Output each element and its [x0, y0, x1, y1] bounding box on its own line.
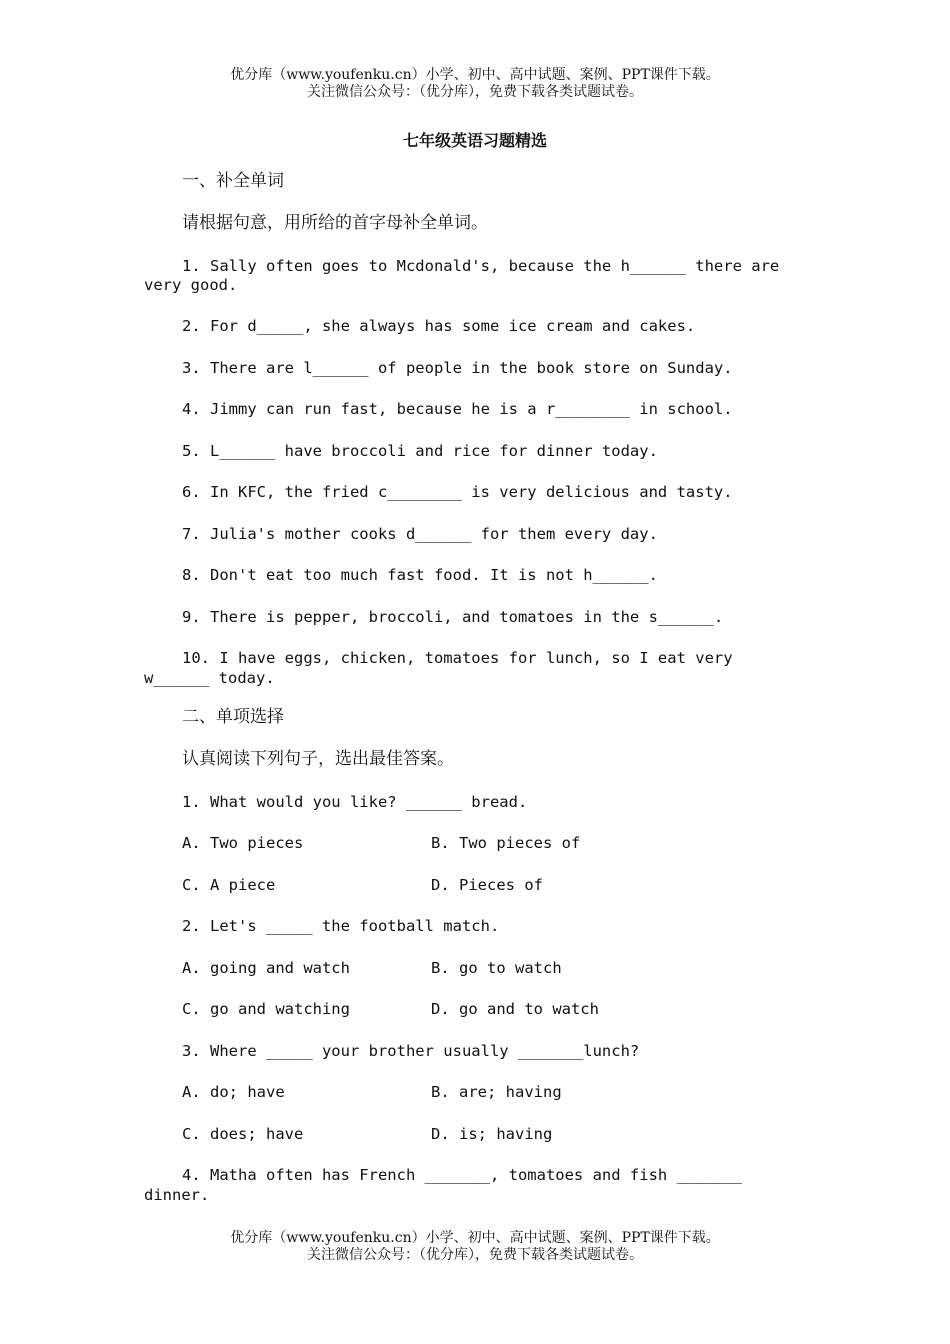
fill-question-3: 3. There are l______ of people in the book store on Sunday. — [182, 359, 733, 377]
section1-heading: 一、补全单词 — [182, 171, 284, 191]
choice-3-option-b: B. are; having — [431, 1083, 562, 1101]
fill-question-5: 5. L______ have broccoli and rice for dinner today. — [182, 442, 658, 460]
fill-question-9: 9. There is pepper, broccoli, and tomatoes in the s______. — [182, 608, 724, 626]
choice-3-option-d: D. is; having — [431, 1125, 553, 1143]
fill-question-4: 4. Jimmy can run fast, because he is a r________ in school. — [182, 400, 733, 418]
choice-2-option-c: C. go and watching — [182, 1000, 350, 1018]
fill-question-1: 1. Sally often goes to Mcdonald's, because the h______ there are — [182, 257, 780, 275]
section2-heading: 二、单项选择 — [182, 707, 284, 727]
footer-line-1: 优分库（www.youfenku.cn）小学、初中、高中试题、案例、PPT课件下载。 — [230, 1230, 720, 1246]
page-header — [0, 67, 950, 101]
section1-instruction: 请根据句意，用所给的首字母补全单词。 — [182, 213, 488, 233]
choice-3-option-c: C. does; have — [182, 1125, 304, 1143]
choice-question-1: 1. What would you like? ______ bread. — [182, 793, 528, 811]
footer-line-2: 关注微信公众号：（优分库），免费下载各类试题试卷。 — [307, 1247, 643, 1263]
section2-instruction: 认真阅读下列句子，选出最佳答案。 — [182, 749, 454, 769]
choice-2-option-a: A. going and watch — [182, 959, 350, 977]
choice-1-option-a: A. Two pieces — [182, 834, 304, 852]
document-title: 七年级英语习题精选 — [402, 131, 547, 150]
choice-1-option-c: C. A piece — [182, 876, 276, 894]
header-line-2: 关注微信公众号：（优分库），免费下载各类试题试卷。 — [307, 84, 643, 100]
choice-question-3: 3. Where _____ your brother usually _______lunch? — [182, 1042, 640, 1060]
fill-question-10: 10. I have eggs, chicken, tomatoes for lunch, so I eat very — [182, 649, 733, 667]
fill-question-6: 6. In KFC, the fried c________ is very delicious and tasty. — [182, 483, 733, 501]
choice-3-option-a: A. do; have — [182, 1083, 285, 1101]
choice-2-option-d: D. go and to watch — [431, 1000, 599, 1018]
choice-1-option-b: B. Two pieces of — [431, 834, 581, 852]
choice-question-4-cont: dinner. — [144, 1186, 210, 1204]
fill-question-8: 8. Don't eat too much fast food. It is not h______. — [182, 566, 658, 584]
header-line-1: 优分库（www.youfenku.cn）小学、初中、高中试题、案例、PPT课件下载。 — [230, 67, 720, 83]
choice-question-2: 2. Let's _____ the football match. — [182, 917, 500, 935]
choice-2-option-b: B. go to watch — [431, 959, 562, 977]
page-footer — [0, 1230, 950, 1264]
fill-question-10-cont: w______ today. — [144, 669, 275, 687]
fill-question-7: 7. Julia's mother cooks d______ for them every day. — [182, 525, 658, 543]
fill-question-2: 2. For d_____, she always has some ice cream and cakes. — [182, 317, 696, 335]
fill-question-1-cont: very good. — [144, 276, 238, 294]
choice-1-option-d: D. Pieces of — [431, 876, 543, 894]
choice-question-4: 4. Matha often has French _______, tomatoes and fish _______ — [182, 1166, 742, 1184]
